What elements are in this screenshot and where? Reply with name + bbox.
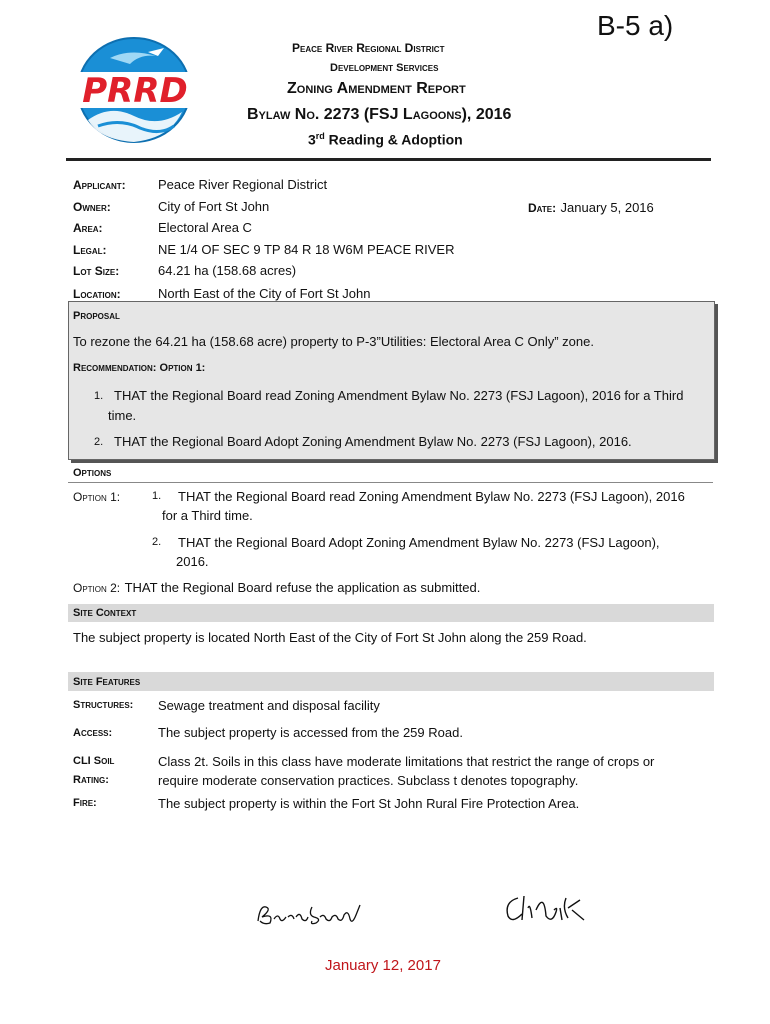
feature-value: Class 2t. Soils in this class have moderate limitations that restrict the range of crops or [158, 754, 655, 769]
svg-text:PRRD: PRRD [82, 71, 188, 111]
signature-left [252, 895, 372, 935]
options-heading: Options [73, 467, 112, 479]
feature-label: Structures: [73, 699, 134, 711]
signature-right [500, 888, 600, 928]
info-label: Location: [73, 287, 121, 301]
header-rule [66, 158, 711, 161]
site-context-bar [68, 604, 714, 622]
recommendation-heading: Recommendation: Option 1: [73, 362, 206, 374]
feature-value: The subject property is within the Fort St John Rural Fire Protection Area. [158, 796, 580, 811]
feature-label: Rating: [73, 774, 109, 786]
reading-title: 3rd Reading & Adoption [308, 131, 463, 148]
feature-label: Fire: [73, 797, 97, 809]
info-value: Peace River Regional District [158, 177, 328, 192]
proposal-heading: Proposal [73, 310, 120, 322]
proposal-text: To rezone the 64.21 ha (158.68 acre) property to P-3”Utilities: Electoral Area C Only” zone. [73, 334, 594, 349]
info-value: City of Fort St John [158, 199, 270, 214]
info-label: Lot Size: [73, 264, 120, 278]
site-features-heading: Site Features [73, 676, 141, 688]
info-label: Legal: [73, 243, 107, 257]
feature-value: Sewage treatment and disposal facility [158, 698, 380, 713]
info-label: Owner: [73, 200, 111, 214]
site-context-text: The subject property is located North East of the City of Fort St John along the 259 Road. [73, 630, 587, 645]
feature-label: Access: [73, 727, 113, 739]
feature-label: CLI Soil [73, 755, 115, 767]
department: Development Services [330, 62, 439, 74]
info-label: Area: [73, 221, 103, 235]
site-context-heading: Site Context [73, 607, 137, 619]
report-date: Date: January 5, 2016 [528, 200, 654, 215]
stamp-date: January 12, 2017 [325, 957, 441, 974]
site-features-bar [68, 672, 714, 691]
report-title: Zoning Amendment Report [287, 80, 466, 97]
feature-value: The subject property is accessed from the 259 Road. [158, 725, 463, 740]
prrd-logo [70, 34, 200, 149]
bylaw-title: Bylaw No. 2273 (FSJ Lagoons), 2016 [247, 106, 512, 123]
info-label: Applicant: [73, 178, 126, 192]
page-number: B-5 a) [597, 10, 674, 41]
feature-value: require moderate conservation practices. Subclass t denotes topography. [158, 773, 579, 788]
info-value: 64.21 ha (158.68 acres) [158, 263, 297, 278]
info-value: NE 1/4 OF SEC 9 TP 84 R 18 W6M PEACE RIVER [158, 242, 455, 257]
option2: Option 2: THAT the Regional Board refuse the application as submitted. [73, 580, 481, 595]
info-value: North East of the City of Fort St John [158, 286, 371, 301]
option1-label: Option 1: [73, 490, 121, 504]
org-name: Peace River Regional District [292, 41, 445, 55]
info-value: Electoral Area C [158, 220, 252, 235]
options-rule [68, 482, 713, 483]
